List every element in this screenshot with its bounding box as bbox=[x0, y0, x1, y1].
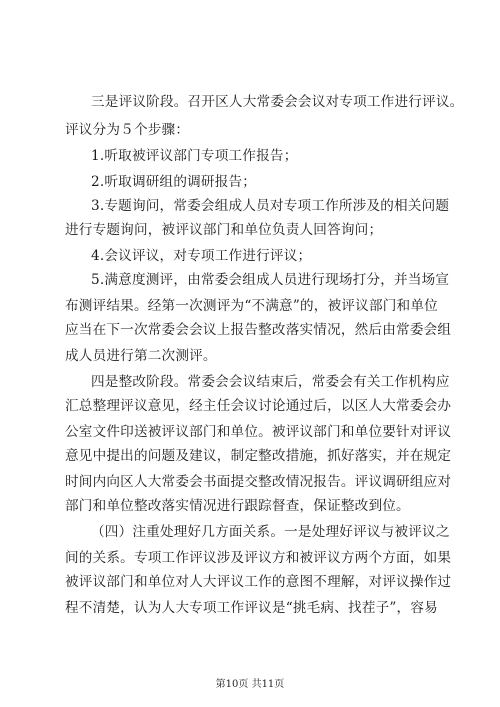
text-line: 部门和单位整改落实情况进行跟踪督查，保证整改到位。 bbox=[65, 498, 410, 514]
text-line: （四）注重处理好几方面关系。一是处理好评议与被评议之 bbox=[91, 524, 450, 540]
text-line: 2.听取调研组的调研报告； bbox=[91, 174, 257, 190]
text-line: 4.会议评议，对专项工作进行评议； bbox=[91, 248, 312, 264]
text-line: 1.听取被评议部门专项工作报告； bbox=[91, 148, 298, 164]
page-number-footer: 第10页 共11页 bbox=[215, 679, 285, 690]
text-line: 三是评议阶段。召开区人大常委会会议对专项工作进行评议。 bbox=[91, 94, 464, 110]
text-line: 3.专题询问，常委会组成人员对专项工作所涉及的相关问题 bbox=[91, 198, 450, 214]
text-line: 布测评结果。经第一次测评为“不满意”的，被评议部门和单位 bbox=[65, 298, 438, 314]
text-line: 汇总整理评议意见，经主任会议讨论通过后，以区人大常委会办 bbox=[65, 398, 452, 414]
text-line: 间的关系。专项工作评议涉及评议方和被评议方两个方面，如果 bbox=[65, 550, 452, 566]
text-line: 进行专题询问，被评议部门和单位负责人回答询问； bbox=[65, 222, 383, 238]
text-line: 程不清楚，认为人大专项工作评议是“挑毛病、找茬子”，容易 bbox=[65, 600, 438, 616]
text-line: 被评议部门和单位对人大评议工作的意图不理解，对评议操作过 bbox=[65, 574, 452, 590]
text-line: 公室文件印送被评议部门和单位。被评议部门和单位要针对评议 bbox=[65, 424, 452, 440]
text-line: 应当在下一次常委会会议上报告整改落实情况，然后由常委会组 bbox=[65, 322, 452, 338]
text-line: 意见中提出的问题及建议，制定整改措施，抓好落实，并在规定 bbox=[65, 448, 452, 464]
text-line: 时间内向区人大常委会书面提交整改情况报告。评议调研组应对 bbox=[65, 474, 452, 490]
text-line: 四是整改阶段。常委会会议结束后，常委会有关工作机构应 bbox=[91, 374, 450, 390]
text-line: 成人员进行第二次测评。 bbox=[65, 348, 217, 364]
text-line: 5.满意度测评，由常委会组成人员进行现场打分，并当场宣 bbox=[91, 272, 450, 288]
text-line: 评议分为５个步骤： bbox=[65, 122, 190, 138]
